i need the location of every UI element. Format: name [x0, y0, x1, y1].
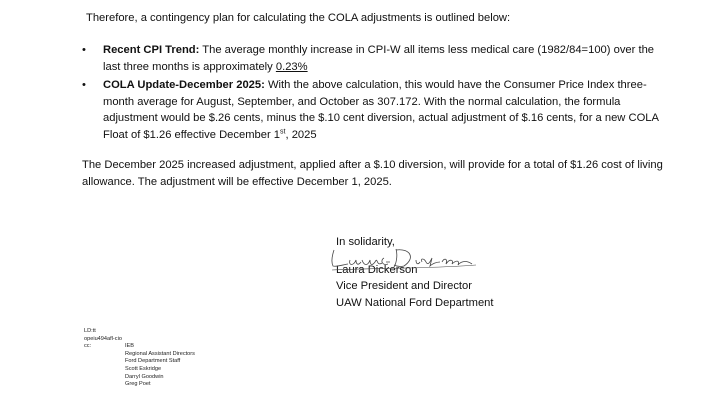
- cc-item: IEB: [125, 343, 135, 350]
- closing-paragraph: The December 2025 increased adjustment, applied after a $.10 diversion, will provide for a total of $1.26 cost of living allowance. The adjustment will be effective December 1, 2025.: [82, 159, 663, 188]
- ordinal-suffix: st: [280, 127, 286, 135]
- bullet-list: [82, 42, 667, 145]
- cc-item: Ford Department Staff: [125, 358, 181, 365]
- signer-name: Laura Dickerson: [336, 263, 418, 276]
- intro-paragraph: Therefore, a contingency plan for calculating the COLA adjustments is outlined below:: [86, 12, 511, 24]
- signer-department: UAW National Ford Department: [336, 296, 494, 309]
- cc-item: Darryl Goodwin: [125, 373, 164, 380]
- cc-item: Greg Poet: [125, 381, 151, 388]
- salutation: In solidarity,: [336, 236, 395, 248]
- bullet-cpi-trend: [82, 42, 667, 75]
- bullet-label: COLA Update-December 2025:: [103, 79, 265, 91]
- bullet-text: The average monthly increase in CPI-W all items less medical care (1982/84=100) over the last three months is approximately: [103, 44, 655, 73]
- typist-initials: LD:tt: [84, 328, 96, 334]
- cc-item: Regional Assistant Directors: [125, 350, 195, 357]
- bullet-tail: , 2025: [285, 128, 317, 141]
- union-code: opeiu494afl-cio: [84, 335, 122, 342]
- bullet-label: Recent CPI Trend:: [103, 44, 200, 56]
- bullet-dot-icon: •: [82, 44, 86, 56]
- bullet-dot-icon: •: [82, 79, 86, 91]
- cc-label: cc:: [84, 343, 92, 350]
- bullet-text: With the above calculation, this would have the Consumer Price Index three-month average for August, September, and October as 307.172. With the normal calculation, the formula adjustment would be $.26 cents, minus the $.10 cent diversion, actual adjustment of $.16 cents, for a new COLA Float of $1.26 effective December 1: [103, 79, 659, 141]
- cpi-percentage: 0.23%: [275, 60, 308, 73]
- memo-footer: [84, 328, 195, 389]
- cc-item: Scott Eskridge: [125, 365, 162, 372]
- signer-title: Vice President and Director: [336, 280, 472, 292]
- bullet-cola-update: [82, 77, 667, 143]
- handwritten-signature: [326, 244, 486, 272]
